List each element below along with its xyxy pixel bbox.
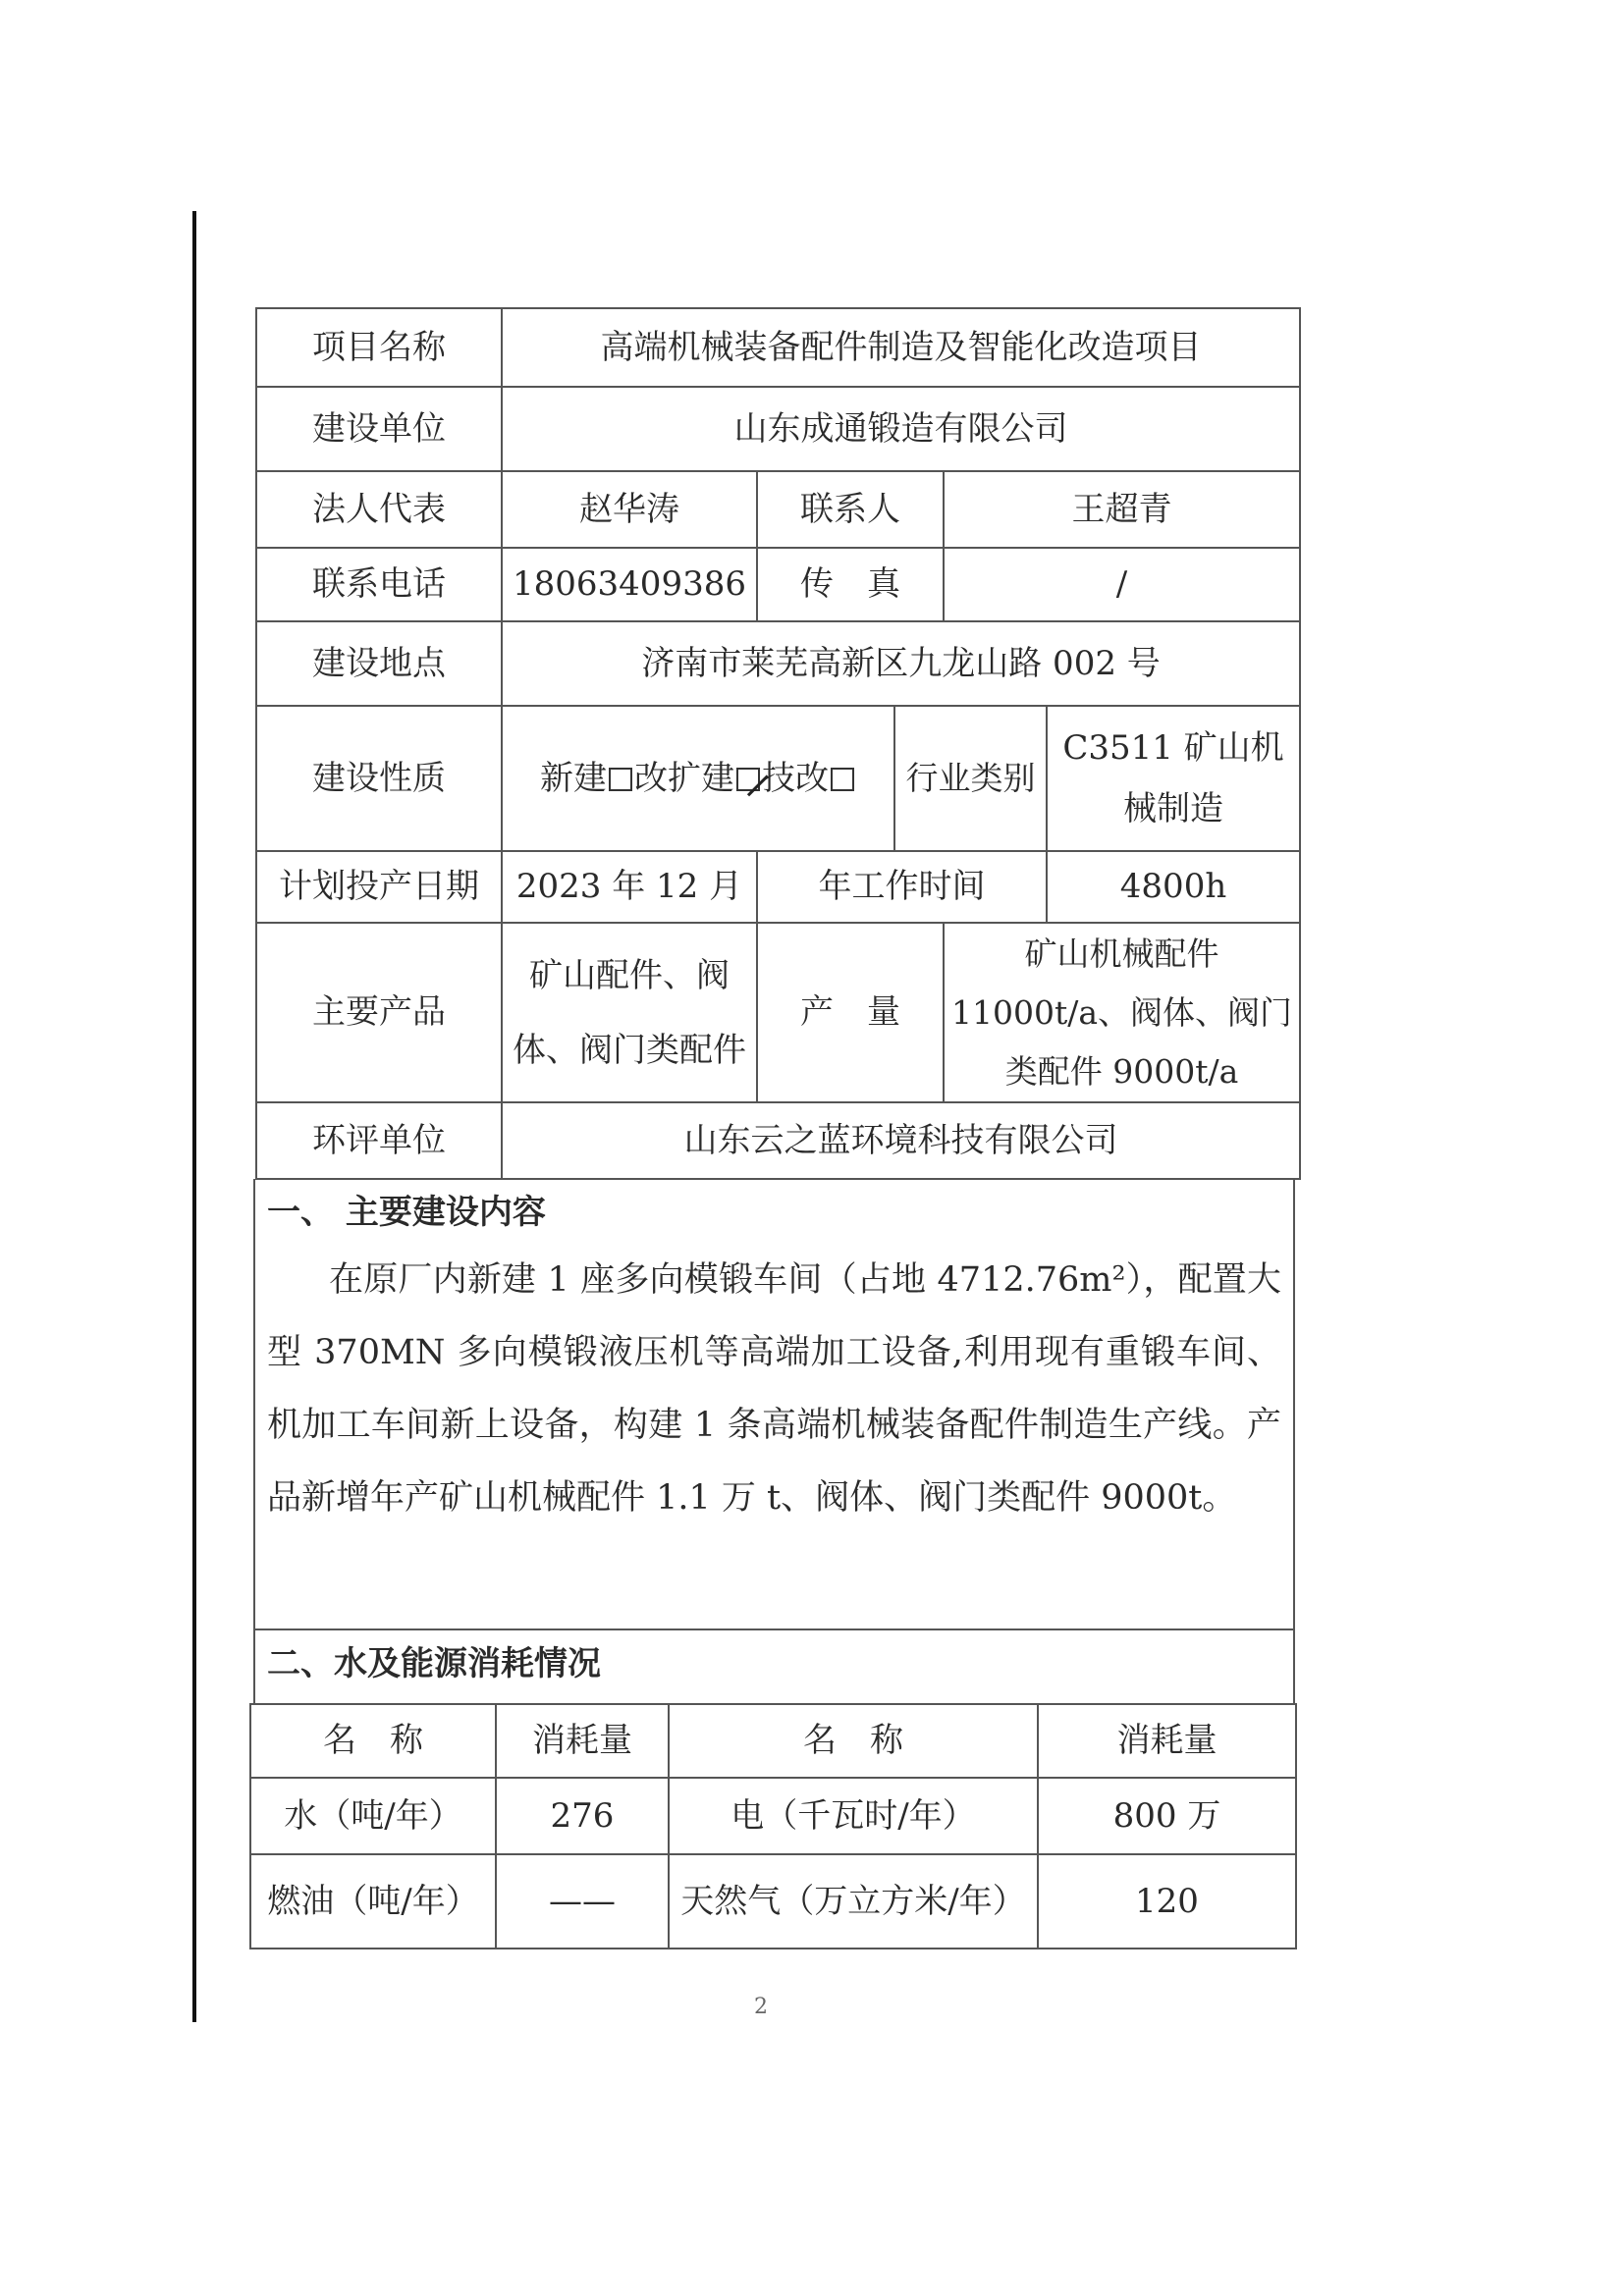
section2-heading: 二、水及能源消耗情况	[267, 1644, 601, 1683]
legal-rep-label: 法人代表	[256, 471, 502, 548]
work-time-value: 4800h	[1047, 851, 1300, 923]
row-start-date	[256, 851, 1300, 923]
section1-paragraph: 在原厂内新建 1 座多向模锻车间（占地 4712.76m²），配置大型 370MN 多向模锻液压机等高端加工设备,利用现有重锻车间、机加工车间新上设备，构建 1 条高端机械装备配件制造生产线。产品新增年产矿山机械配件 1.1 万 t、阀体、阀门类配件 9000t。	[267, 1260, 1281, 1518]
row-project-name	[256, 308, 1300, 387]
start-date-value: 2023 年 12 月	[502, 851, 757, 923]
row-legal-rep	[256, 471, 1300, 548]
section1-heading: 一、 主要建设内容	[267, 1193, 546, 1232]
work-time-label: 年工作时间	[757, 851, 1047, 923]
gas-label: 天然气（万立方米/年）	[669, 1854, 1038, 1949]
binding-line	[192, 211, 196, 2022]
row-phone	[256, 548, 1300, 621]
electricity-label: 电（千瓦时/年）	[669, 1778, 1038, 1854]
nature-expand-label: 改扩建	[634, 758, 734, 798]
phone-label: 联系电话	[256, 548, 502, 621]
legal-rep-value: 赵华涛	[502, 471, 757, 548]
contact-value: 王超青	[944, 471, 1300, 548]
builder-value: 山东成通锻造有限公司	[502, 387, 1300, 471]
products-value: 矿山配件、阀体、阀门类配件	[502, 923, 757, 1102]
nature-tech-checkbox[interactable]	[831, 768, 854, 791]
nature-options	[502, 706, 894, 851]
builder-label: 建设单位	[256, 387, 502, 471]
energy-row-fuel-gas	[250, 1854, 1296, 1949]
energy-row-water-electricity	[250, 1778, 1296, 1854]
project-name-value: 高端机械装备配件制造及智能化改造项目	[502, 308, 1300, 387]
start-date-label: 计划投产日期	[256, 851, 502, 923]
fax-value: /	[944, 548, 1300, 621]
col-amount-2: 消耗量	[1038, 1704, 1296, 1778]
project-info-table	[255, 307, 1301, 1180]
row-location	[256, 621, 1300, 706]
gas-value: 120	[1038, 1854, 1296, 1949]
water-label: 水（吨/年）	[250, 1778, 496, 1854]
output-value: 矿山机械配件 11000t/a、阀体、阀门类配件 9000t/a	[944, 923, 1300, 1102]
products-label: 主要产品	[256, 923, 502, 1102]
output-label: 产 量	[757, 923, 944, 1102]
industry-label: 行业类别	[894, 706, 1047, 851]
page-number: 2	[754, 1995, 768, 2019]
industry-value: C3511 矿山机械制造	[1047, 706, 1300, 851]
col-name-1: 名 称	[250, 1704, 496, 1778]
nature-tech-label: 技改	[762, 758, 829, 798]
fuel-value: ——	[496, 1854, 669, 1949]
project-name-label: 项目名称	[256, 308, 502, 387]
electricity-value: 800 万	[1038, 1778, 1296, 1854]
construction-content-section	[253, 1179, 1295, 1630]
row-nature	[256, 706, 1300, 851]
row-builder	[256, 387, 1300, 471]
water-value: 276	[496, 1778, 669, 1854]
contact-label: 联系人	[757, 471, 944, 548]
col-amount-1: 消耗量	[496, 1704, 669, 1778]
eia-unit-value: 山东云之蓝环境科技有限公司	[502, 1102, 1300, 1179]
phone-value: 18063409386	[502, 548, 757, 621]
nature-expand-checkbox[interactable]	[736, 768, 760, 791]
col-name-2: 名 称	[669, 1704, 1038, 1778]
eia-unit-label: 环评单位	[256, 1102, 502, 1179]
nature-label: 建设性质	[256, 706, 502, 851]
row-products	[256, 923, 1300, 1102]
fax-label: 传 真	[757, 548, 944, 621]
energy-consumption-table	[249, 1703, 1297, 1949]
nature-new-label: 新建	[540, 758, 607, 798]
nature-new-checkbox[interactable]	[609, 768, 632, 791]
fuel-label: 燃油（吨/年）	[250, 1854, 496, 1949]
location-value: 济南市莱芜高新区九龙山路 002 号	[502, 621, 1300, 706]
energy-header-row	[250, 1704, 1296, 1778]
location-label: 建设地点	[256, 621, 502, 706]
energy-section-heading-row	[253, 1630, 1295, 1705]
row-eia-unit	[256, 1102, 1300, 1179]
